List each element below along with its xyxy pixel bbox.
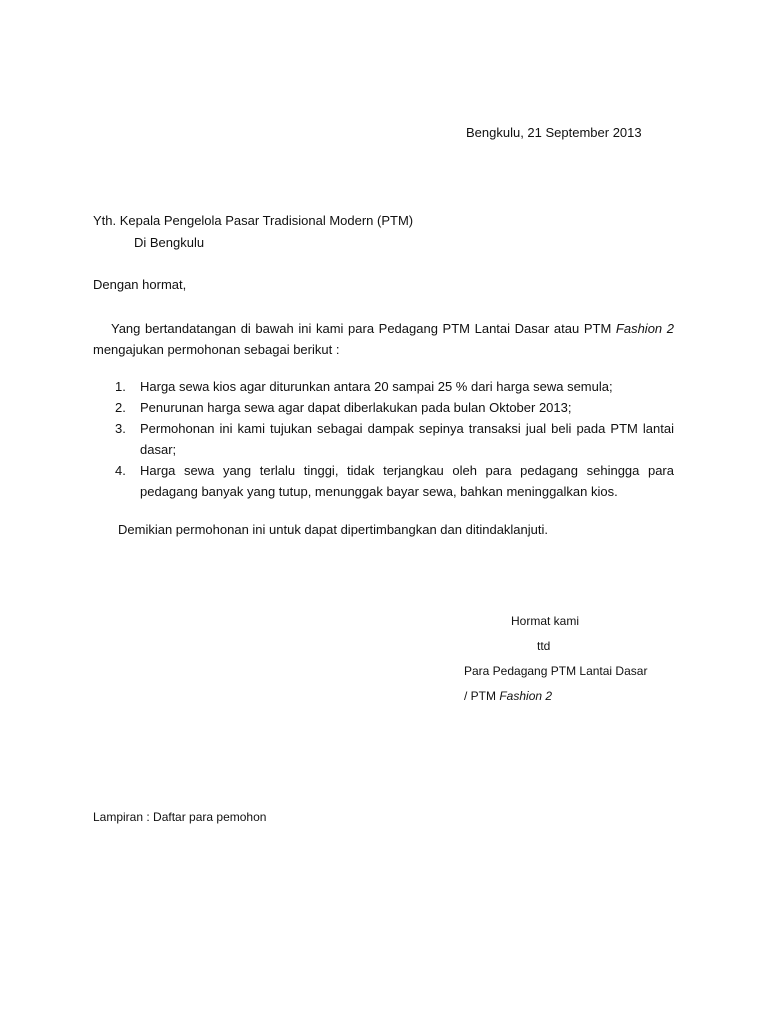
- list-item-text: Permohonan ini kami tujukan sebagai dampak sepinya transaksi jual beli pada PTM lantai dasar;: [140, 421, 674, 457]
- intro-paragraph: [93, 318, 674, 360]
- closing-sentence: Demikian permohonan ini untuk dapat dipertimbangkan dan ditindaklanjuti.: [118, 522, 548, 537]
- signer-line-1: Para Pedagang PTM Lantai Dasar: [464, 664, 648, 678]
- signer-line-2-prefix: / PTM: [464, 689, 500, 703]
- list-item: [93, 460, 674, 502]
- salutation: Dengan hormat,: [93, 277, 187, 292]
- signer-line-2-italic: Fashion 2: [499, 689, 553, 703]
- intro-text-2: mengajukan permohonan sebagai berikut :: [93, 342, 340, 357]
- list-item-number: 3.: [115, 421, 126, 436]
- list-item: [93, 376, 674, 397]
- list-item-text: Penurunan harga sewa agar dapat diberlakukan pada bulan Oktober 2013;: [140, 400, 572, 415]
- list-item-number: 2.: [115, 400, 126, 415]
- intro-text-1: Yang bertandatangan di bawah ini kami para Pedagang PTM Lantai Dasar atau PTM: [111, 321, 616, 336]
- request-list: [93, 376, 674, 502]
- attachment-note: Lampiran : Daftar para pemohon: [93, 810, 267, 824]
- recipient-line-1: Yth. Kepala Pengelola Pasar Tradisional Modern (PTM): [93, 213, 414, 228]
- signature-regards: Hormat kami: [511, 614, 580, 628]
- list-item: [93, 418, 674, 460]
- list-item-number: 4.: [115, 463, 126, 478]
- list-item-text: Harga sewa kios agar diturunkan antara 20 sampai 25 % dari harga sewa semula;: [140, 379, 613, 394]
- list-item: [93, 397, 674, 418]
- recipient-line-2: Di Bengkulu: [134, 235, 205, 250]
- signature-ttd: ttd: [537, 639, 551, 653]
- date-line: Bengkulu, 21 September 2013: [466, 125, 642, 140]
- list-item-number: 1.: [115, 379, 126, 394]
- signer-line-2: [464, 689, 552, 703]
- list-item-text: Harga sewa yang terlalu tinggi, tidak terjangkau oleh para pedagang sehingga para pedagang banyak yang tutup, menunggak bayar sewa, bahkan meninggalkan kios.: [140, 463, 674, 499]
- intro-italic: Fashion 2: [615, 321, 674, 336]
